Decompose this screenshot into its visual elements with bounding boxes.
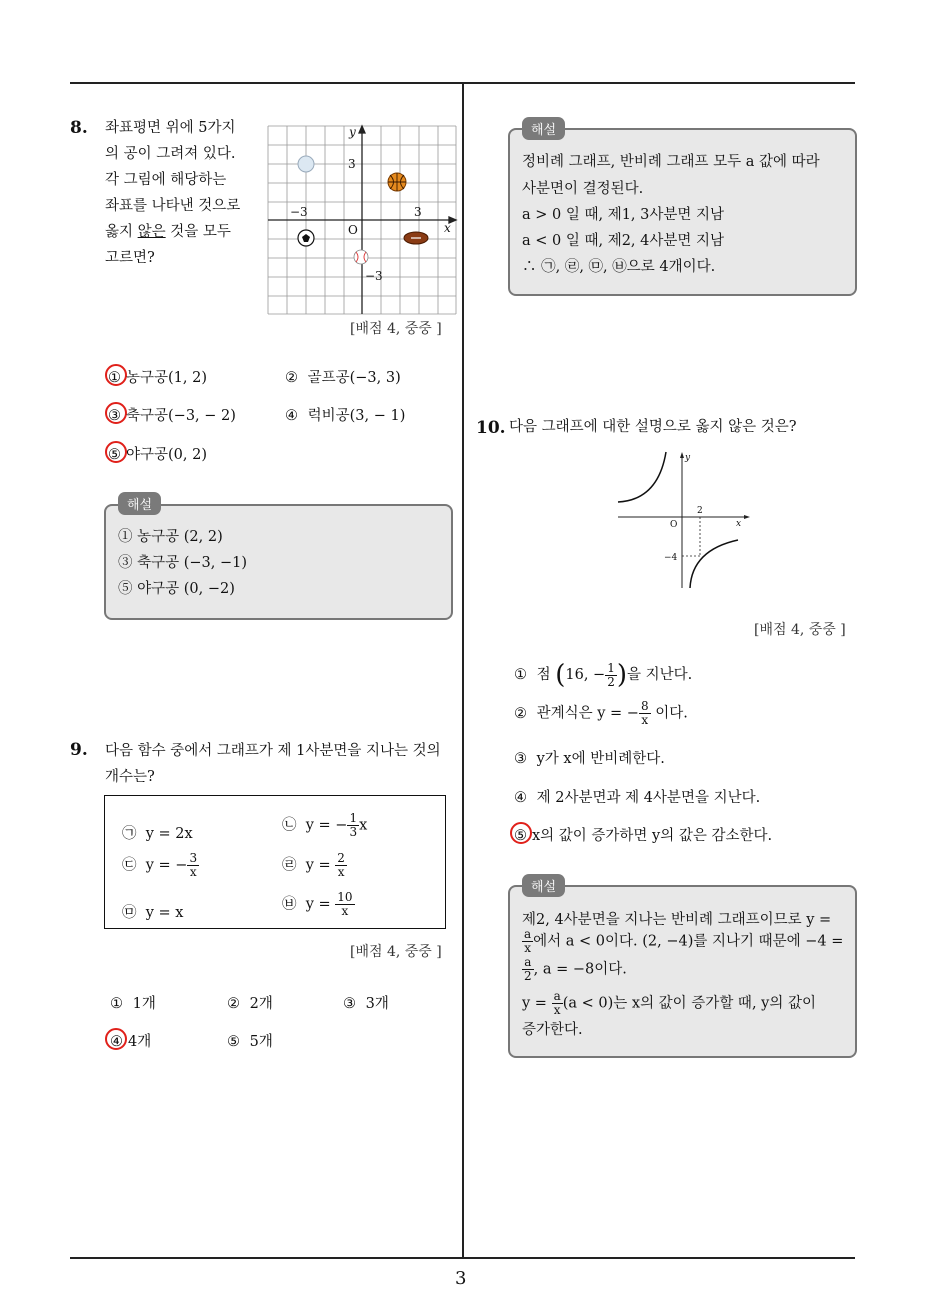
q8-solution-line-2: ③ 축구공 (−3, −1) [118,555,248,571]
q10-option-5[interactable]: ⑤ x의 값이 증가하면 y의 값은 감소한다. [514,828,773,844]
page-number: 3 [455,1268,467,1289]
q9-item-c: ㉢ y = − $\frac{3}{x}$ [122,851,198,879]
q9-score: [배점 4, 중중 ] [350,944,442,960]
q9-option-5[interactable]: ⑤ 5개 [227,1034,273,1050]
q9-solution-line-4: a < 0 일 때, 제2, 4사분면 지남 [522,233,725,249]
q8-solution-line-3: ⑤ 야구공 (0, −2) [118,581,235,597]
q8-option-5[interactable]: ⑤ 야구공(0, 2) [108,447,208,463]
baseball-icon [354,250,368,264]
q9-item-e: ㉤ y = x [122,905,184,921]
q10-option-4[interactable]: ④ 제 2사분면과 제 4사분면을 지난다. [514,790,761,806]
q10-score: [배점 4, 중중 ] [754,622,846,638]
q9-text-line-2: 개수는? [105,769,155,785]
q10-solution-line-5: 증가한다. [522,1022,583,1038]
q8-solution-line-1: ① 농구공 (2, 2) [118,529,223,545]
graph-y-label: y [349,125,356,139]
q9-item-d: ㉣ y = $\frac{2}{x}$ [282,851,345,879]
q8-option-3[interactable]: ③ 축구공(−3, − 2) [108,408,236,424]
graph-x-label: x [444,221,451,235]
graph-tick-x3: 3 [414,205,422,219]
q10-solution-line-4: y = $\frac{a}{x}$ (a < 0)는 x의 값이 증가할 때, y의 값이 [522,989,816,1017]
q9-solution-line-3: a > 0 일 때, 제1, 3사분면 지남 [522,207,725,223]
q10-option-2[interactable]: ② 관계식은 y = − $\frac{8}{x}$ 이다. [514,699,688,727]
q8-solution-tab: 해설 [118,492,161,515]
q8-score: [배점 4, 중중 ] [350,321,442,337]
q8-text: 좌표평면 위에 5가지 의 공이 그려져 있다. 각 그림에 해당하는 좌표를 나타낸 것으로 옳지 않은 것을 모두 고르면? [105,120,241,266]
q9-option-2[interactable]: ② 2개 [227,996,273,1012]
q8-option-1[interactable]: ① 농구공(1, 2) [108,370,208,386]
q10-graph-x-label: x [736,519,742,529]
q10-solution-line-1: 제2, 4사분면을 지나는 반비례 그래프이므로 y = [522,912,832,928]
q8-option-4[interactable]: ④ 럭비공(3, − 1) [285,408,406,424]
graph-tick-y3: 3 [348,157,356,171]
q10-graph-tick-x: 2 [697,506,703,516]
soccer-ball-icon [298,230,314,246]
q10-solution-line-2: $\frac{a}{x}$ 에서 a < 0이다. (2, −4)를 지나기 때문에 −4 = [524,927,844,955]
q9-option-3[interactable]: ③ 3개 [343,996,389,1012]
column-divider [462,83,464,1259]
q9-option-4[interactable]: ④ 4개 [110,1034,152,1050]
q9-number: 9. [70,740,88,760]
q9-solution-line-5: ∴ ㉠, ㉣, ㉤, ㉥으로 4개이다. [522,259,716,275]
q8-option-2[interactable]: ② 골프공(−3, 3) [285,370,401,386]
rugby-ball-icon [404,232,428,244]
q10-solution-tab: 해설 [522,874,565,897]
q9-text-line-1: 다음 함수 중에서 그래프가 제 1사분면을 지나는 것의 [105,743,441,759]
q9-item-b: ㉡ y = − $\frac{1}{3}$ x [282,811,368,839]
q9-solution-line-2: 사분면이 결정된다. [522,181,644,197]
q10-solution-line-3: $\frac{a}{2}$ , a = −8이다. [524,955,627,983]
graph-tick-neg-x: −3 [290,205,308,219]
q8-number: 8. [70,118,88,138]
q8-coordinate-graph [266,124,458,316]
q9-item-a: ㉠ y = 2x [122,826,193,842]
q9-item-f: ㉥ y = $\frac{10}{x}$ [282,890,353,918]
bottom-rule [70,1257,855,1259]
q10-option-1[interactable]: ① 점 (16, − $\frac{1}{2}$ )을 지난다. [514,660,693,690]
q10-graph-tick-y: −4 [664,553,678,563]
q9-solution-line-1: 정비례 그래프, 반비례 그래프 모두 a 값에 따라 [522,154,820,170]
basketball-icon [388,173,406,191]
q10-number: 10. [476,418,506,438]
q10-text: 다음 그래프에 대한 설명으로 옳지 않은 것은? [509,419,797,435]
q10-graph-y-label: y [685,453,691,463]
q9-option-1[interactable]: ① 1개 [110,996,156,1012]
golf-ball-icon [298,156,314,172]
q10-hyperbola-graph [614,450,754,590]
graph-tick-neg-y: −3 [365,269,383,283]
q10-option-3[interactable]: ③ y가 x에 반비례한다. [514,751,665,767]
q9-solution-tab: 해설 [522,117,565,140]
q10-graph-origin: O [670,520,678,530]
graph-origin: O [348,223,358,237]
